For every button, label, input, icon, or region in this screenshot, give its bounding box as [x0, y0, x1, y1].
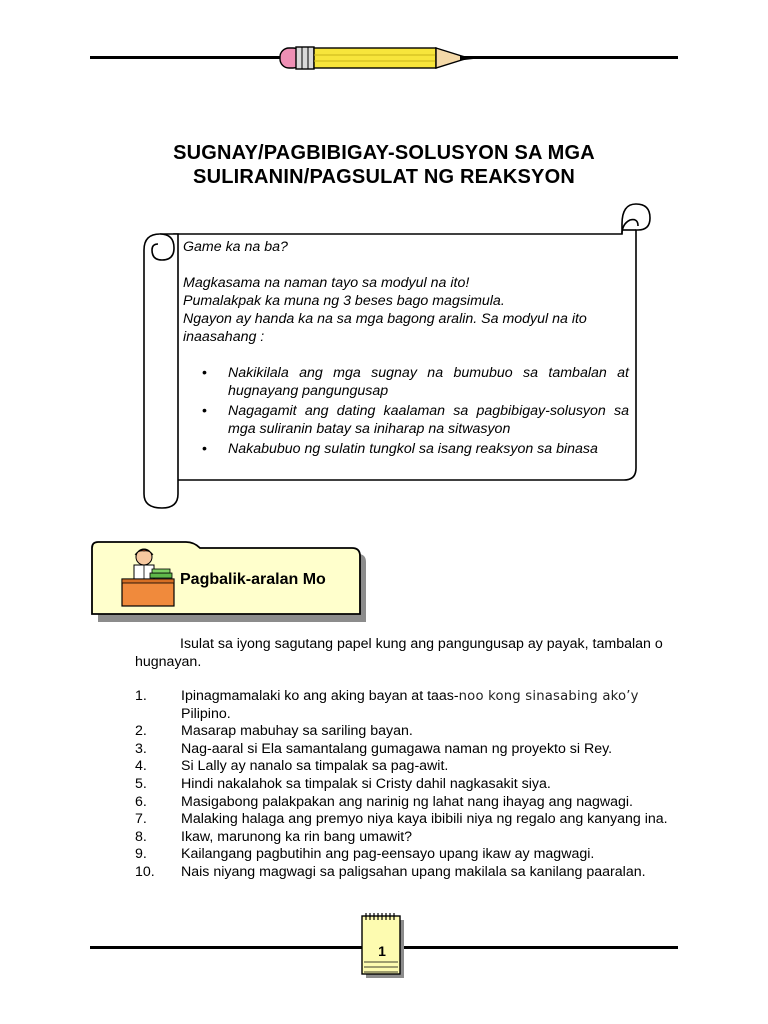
intro-line-1: Magkasama na naman tayo sa modyul na ito! [183, 275, 470, 291]
pencil-icon [276, 45, 490, 71]
review-label: Pagbalik-aralan Mo [180, 571, 326, 588]
intro-line-3: Ngayon ay handa ka na sa mga bagong aralin. Sa modyul na ito inaasahang : [183, 311, 587, 345]
intro-text [183, 238, 629, 460]
item-number: 2. [135, 723, 147, 740]
item-text: Ikaw, marunong ka rin bang umawit? [181, 828, 413, 845]
exercise-instruction: Isulat sa iyong sagutang papel kung ang pangungusap ay payak, tambalan o hugnayan. [135, 636, 663, 670]
item-number: 6. [135, 793, 147, 810]
list-item [135, 776, 680, 794]
objective-item: • Nagagamit ang dating kaalaman sa pagbibigay-solusyon sa mga suliranin batay sa iniharap na sitwasyon [183, 402, 629, 438]
list-item [135, 688, 680, 723]
item-number: 9. [135, 846, 147, 863]
list-item [135, 846, 680, 864]
item-number: 10. [135, 863, 155, 880]
list-item [135, 829, 680, 847]
item-text: Malaking halaga ang premyo niya kaya ibibili niya ng regalo ang kanyang ina. [181, 811, 668, 828]
item-number: 1. [135, 688, 147, 704]
objectives-list [183, 364, 629, 458]
page-title [90, 141, 678, 189]
item-text: Nag-aaral si Ela samantalang gumagawa naman ng proyekto si Rey. [181, 740, 613, 757]
greeting-text: Game ka na ba? [183, 239, 288, 255]
page-number: 1 [378, 943, 386, 959]
item-text: Hindi nakalahok sa timpalak si Cristy dahil nagkasakit siya. [181, 775, 551, 792]
objective-item: • Nakikilala ang mga sugnay na bumubuo sa tambalan at hugnayang pangungusap [183, 364, 629, 400]
list-item [135, 758, 680, 776]
list-item [135, 723, 680, 741]
objective-item: • Nakabubuo ng sulatin tungkol sa isang reaksyon sa binasa [183, 440, 629, 458]
item-text: Masarap mabuhay sa sariling bayan. [181, 723, 413, 740]
exercise-list [135, 688, 680, 882]
item-number: 8. [135, 828, 147, 845]
list-item [135, 864, 680, 882]
list-item [135, 794, 680, 812]
item-number: 3. [135, 740, 147, 757]
list-item [135, 741, 680, 759]
item-number: 5. [135, 775, 147, 792]
item-text: Nais niyang magwagi sa paligsahan upang makilala sa kanilang paaralan. [181, 863, 646, 880]
intro-line-2: Pumalakpak ka muna ng 3 beses bago magsimula. [183, 293, 505, 309]
item-text: Kailangang pagbutihin ang pag-eensayo upang ikaw ay magwagi. [181, 846, 595, 863]
item-text: Masigabong palakpakan ang narinig ng lahat nang ihayag ang nagwagi. [181, 793, 633, 810]
item-text: Si Lally ay nanalo sa timpalak sa pag-awit. [181, 758, 449, 775]
item-text: Ipinagmamalaki ko ang aking bayan at taas-noo kong sinasabing ako’y Pilipino. [181, 688, 639, 722]
title-line-1: SUGNAY/PAGBIBIGAY-SOLUSYON SA MGA [173, 142, 595, 164]
item-number: 7. [135, 811, 147, 828]
list-item [135, 811, 680, 829]
teacher-icon [120, 546, 180, 608]
title-line-2: SULIRANIN/PAGSULAT NG REAKSYON [193, 166, 575, 188]
item-number: 4. [135, 758, 147, 775]
